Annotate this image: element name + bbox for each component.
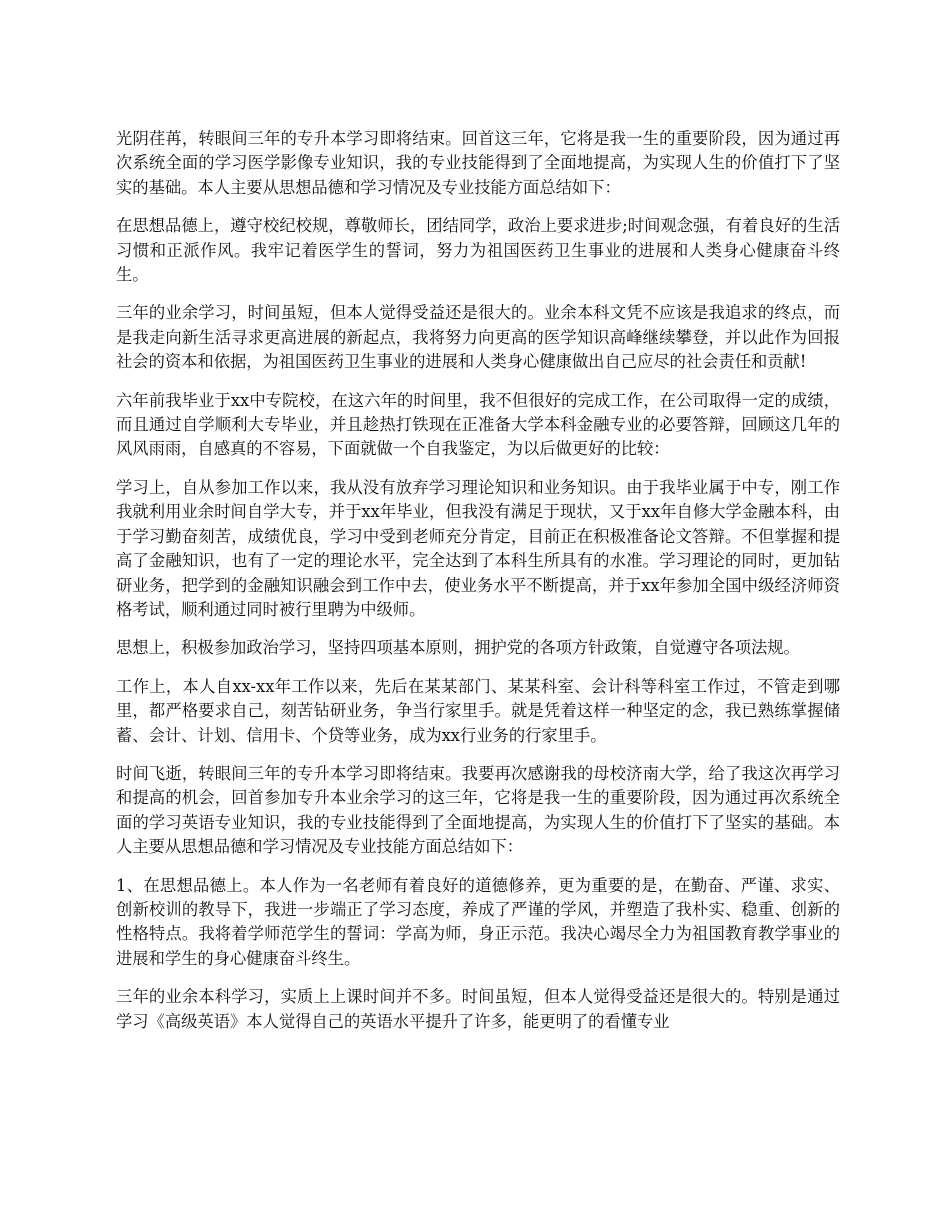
paragraph-2: 在思想品德上，遵守校纪校规，尊敬师长，团结同学，政治上要求进步;时间观念强，有着良好的生活习惯和正派作风。我牢记着医学生的誓词，努力为祖国医药卫生事业的进展和人类身心健康奋斗终生。 bbox=[116, 216, 840, 285]
paragraph-7: 工作上，本人自xx-xx年工作以来，先后在某某部门、某某科室、会计科等科室工作过，不管走到哪里，都严格要求自己，刻苦钻研业务，争当行家里手。就是凭着这样一种坚定的念，我已熟练掌握储蓄、会计、计划、信用卡、个贷等业务，成为xx行业务的行家里手。 bbox=[116, 676, 840, 745]
paragraph-5: 学习上，自从参加工作以来，我从没有放弃学习理论知识和业务知识。由于我毕业属于中专，刚工作我就利用业余时间自学大专，并于xx年毕业，但我没有满足于现状，又于xx年自修大学金融本科，由于学习勤奋刻苦，成绩优良，学习中受到老师充分肯定，目前正在积极准备论文答辩。不但掌握和提高了金融知识，也有了一定的理论水平，完全达到了本科生所具有的水准。学习理论的同时，更加钻研业务，把学到的金融知识融会到工作中去，使业务水平不断提高，并于xx年参加全国中级经济师资格考试，顺利通过同时被行里聘为中级师。 bbox=[116, 477, 840, 619]
paragraph-3: 三年的业余学习，时间虽短，但本人觉得受益还是很大的。业余本科文凭不应该是我追求的终点，而是我走向新生活寻求更高进展的新起点，我将努力向更高的医学知识高峰继续攀登，并以此作为回报社会的资本和依据，为祖国医药卫生事业的进展和人类身心健康做出自己应尽的社会责任和贡献! bbox=[116, 303, 840, 372]
paragraph-6: 思想上，积极参加政治学习，坚持四项基本原则，拥护党的各项方针政策，自觉遵守各项法规。 bbox=[116, 638, 800, 658]
paragraph-4: 六年前我毕业于xx中专院校，在这六年的时间里，我不但很好的完成工作，在公司取得一定的成绩，而且通过自学顺利大专毕业，并且趁热打铁现在正准备大学本科金融专业的必要答辩，回顾这几年的风风雨雨，自感真的不容易，下面就做一个自我鉴定，为以后做更好的比较： bbox=[116, 390, 840, 459]
paragraph-9: 1、在思想品德上。本人作为一名老师有着良好的道德修养，更为重要的是，在勤奋、严谨、求实、创新校训的教导下，我进一步端正了学习态度，养成了严谨的学风，并塑造了我朴实、稳重、创新的性格特点。我将着学师范学生的誓词：学高为师，身正示范。我决心竭尽全力为祖国教育教学事业的进展和学生的身心健康奋斗终生。 bbox=[116, 875, 840, 968]
paragraph-8: 时间飞逝，转眼间三年的专升本学习即将结束。我要再次感谢我的母校济南大学，给了我这次再学习和提高的机会，回首参加专升本业余学习的这三年，它将是我一生的重要阶段，因为通过再次系统全面的学习英语专业知识，我的专业技能得到了全面地提高，为实现人生的价值打下了坚实的基础。本人主要从思想品德和学习情况及专业技能方面总结如下： bbox=[116, 763, 840, 857]
paragraph-10: 三年的业余本科学习，实质上上课时间并不多。时间虽短，但本人觉得受益还是很大的。特别是通过学习《高级英语》本人觉得自己的英语水平提升了许多，能更明了的看懂专业 bbox=[116, 987, 840, 1031]
document-page bbox=[116, 127, 840, 1034]
paragraph-1: 光阴荏苒，转眼间三年的专升本学习即将结束。回首这三年，它将是我一生的重要阶段，因为通过再次系统全面的学习医学影像专业知识，我的专业技能得到了全面地提高，为实现人生的价值打下了坚实的基础。本人主要从思想品德和学习情况及专业技能方面总结如下： bbox=[116, 129, 840, 197]
